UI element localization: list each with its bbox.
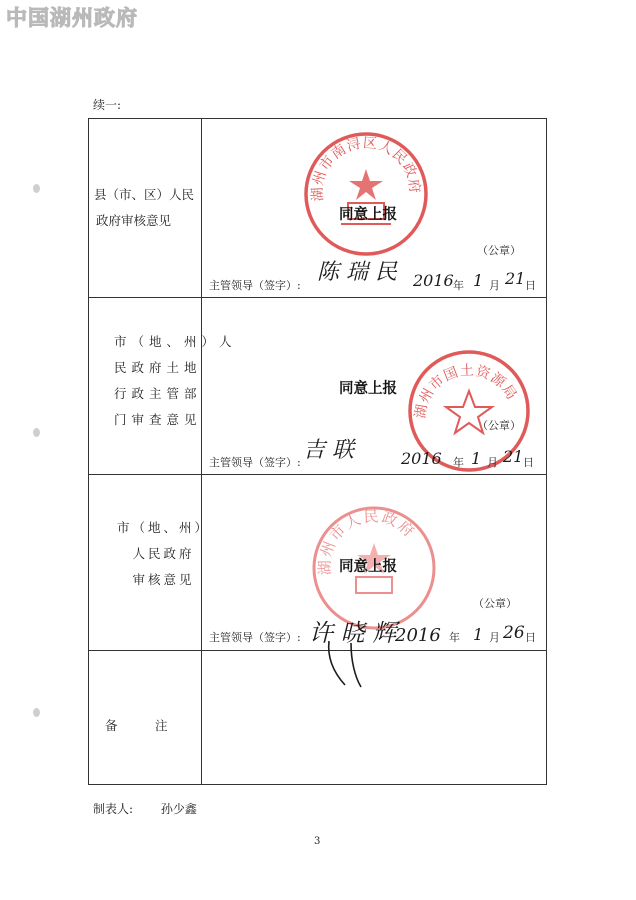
page-number: 3: [314, 836, 321, 847]
handwritten-signature: 许 晓 辉: [309, 619, 397, 647]
column-divider: [201, 119, 202, 784]
date-month-label: 月: [489, 279, 500, 292]
label-line: 审核意见: [132, 572, 195, 587]
date-month-label: 月: [487, 456, 498, 469]
svg-text:湖州市国土资源局: 湖州市国土资源局: [412, 362, 520, 420]
label-line: 门审查意见: [114, 412, 202, 427]
date-day-label: 日: [525, 279, 536, 292]
svg-text:湖州市南浔区人民政府: 湖州市南浔区人民政府: [309, 135, 423, 202]
preparer-line: [93, 800, 197, 817]
punch-hole: [33, 708, 40, 717]
opinion-text: 同意上报: [339, 381, 397, 397]
date-month-handwritten: 1: [473, 271, 484, 290]
row-divider: [89, 650, 546, 651]
row-label: [114, 329, 237, 433]
punch-hole: [33, 184, 40, 193]
sign-label: 主管领导（签字）:: [209, 631, 301, 644]
sign-label: 主管领导（签字）:: [209, 279, 301, 292]
label-line: 民政府土地: [114, 360, 202, 375]
watermark-logo: 中国湖州政府: [6, 5, 138, 30]
date-month-handwritten: 1: [471, 449, 482, 468]
approval-form-table: [88, 118, 547, 785]
date-day-handwritten: 21: [503, 447, 524, 466]
seal-note: （公章）: [477, 244, 521, 257]
handwritten-signature: 吉 联: [303, 438, 354, 463]
continuation-label: 续一:: [93, 98, 122, 112]
date-year-handwritten: 2016: [395, 625, 441, 646]
label-line: 人民政府: [132, 546, 195, 561]
opinion-text: 同意上报: [339, 559, 397, 575]
date-year-handwritten: 2016: [413, 271, 454, 290]
seal-note: （公章）: [473, 597, 517, 610]
date-day-label: 日: [523, 456, 534, 469]
date-year-label: 年: [453, 279, 464, 292]
date-day-handwritten: 26: [503, 623, 525, 643]
date-month-handwritten: 1: [473, 625, 484, 644]
punch-hole: [33, 428, 40, 437]
date-day-label: 日: [525, 631, 536, 644]
svg-text:湖州市人民政府: 湖州市人民政府: [315, 507, 420, 576]
official-seal-icon: [301, 129, 431, 259]
date-year-label: 年: [453, 456, 464, 469]
row-divider: [89, 297, 546, 298]
signature-stroke-icon: [321, 639, 381, 689]
row-label: [117, 515, 210, 593]
date-day-handwritten: 21: [505, 269, 526, 288]
label-line: 市（地、州）人: [114, 334, 237, 349]
opinion-text: 同意上报: [339, 207, 397, 223]
seal-note: （公章）: [477, 419, 521, 432]
row-label: [94, 182, 194, 234]
label-line: 县（市、区）人民: [94, 187, 195, 202]
date-year-handwritten: 2016: [401, 449, 442, 468]
date-year-label: 年: [449, 631, 460, 644]
label-line: 市（地、州）: [117, 520, 211, 535]
label-line: 政府审核意见: [96, 213, 172, 228]
label-line: 行政主管部: [114, 386, 202, 401]
sign-label: 主管领导（签字）:: [209, 456, 301, 469]
row-label: 备 注: [105, 718, 168, 733]
date-month-label: 月: [489, 631, 500, 644]
preparer-label: 制表人:: [93, 802, 134, 816]
preparer-name: 孙少鑫: [160, 802, 197, 816]
handwritten-signature: 陈 瑞 民: [317, 260, 397, 285]
